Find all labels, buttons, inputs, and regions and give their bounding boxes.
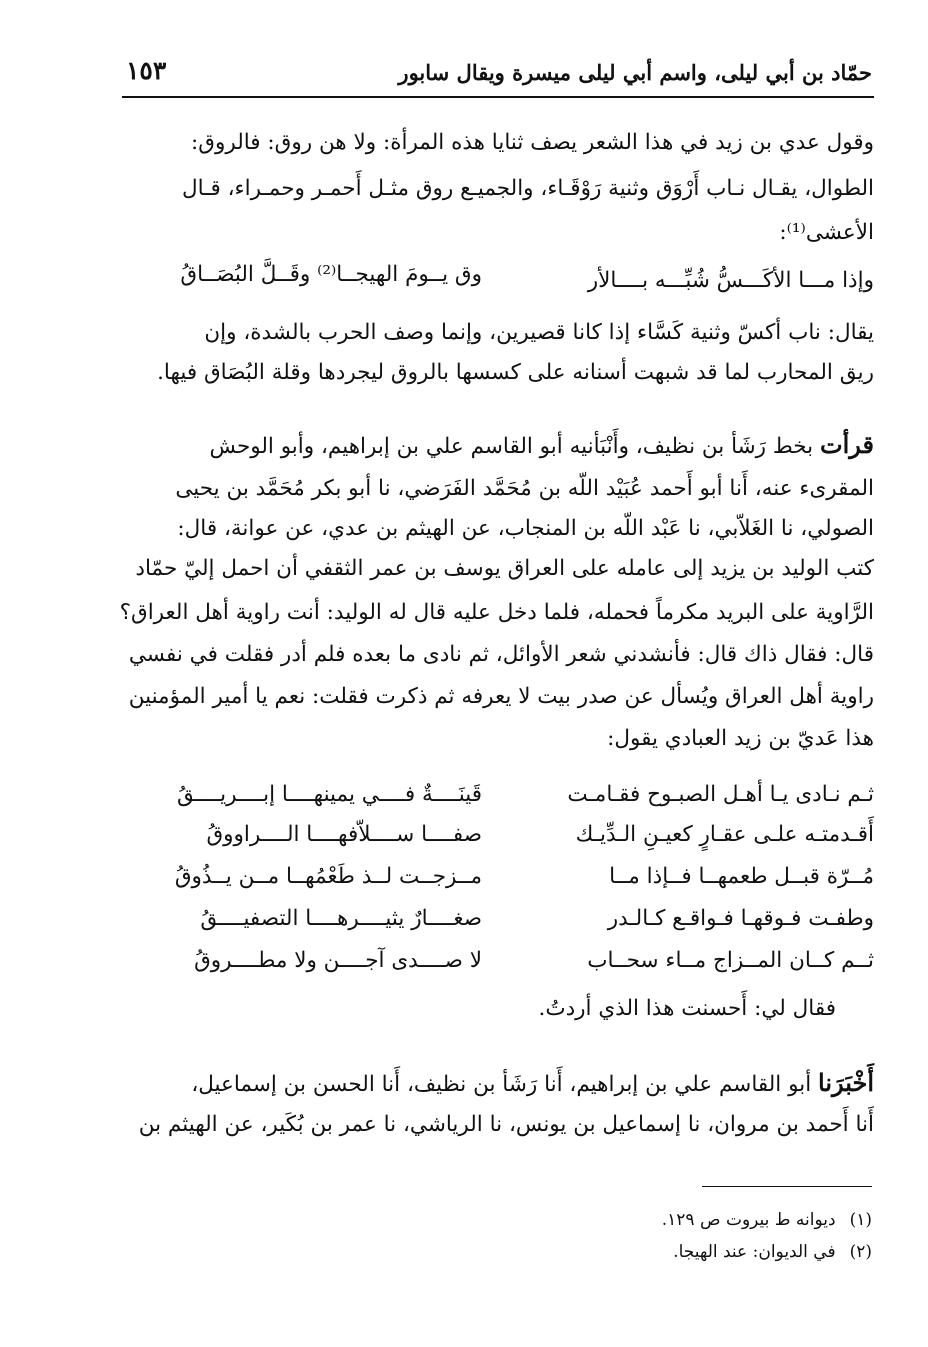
- paragraph-lead-word: أَخْبَرَنا: [818, 1068, 874, 1097]
- page-number: ١٥٣: [126, 56, 167, 85]
- footnote-number: (١): [849, 1210, 872, 1230]
- paragraph-line: وقول عدي بن زيد في هذا الشعر يصف ثنايا هذه المرأة: ولا هن روق: فالروق:: [191, 130, 874, 155]
- poem-second-hemistich: قَينَــــةٌ فــــي يمينهــــا إبــــريــــقُ: [176, 782, 482, 807]
- paragraph-line: [122, 430, 874, 459]
- footnote: [662, 1210, 872, 1230]
- poem-second-hemistich: صفــــا ســــلاّفهــــا الــــراووقُ: [206, 822, 482, 847]
- poem-first-hemistich: ثــم كــان المــزاج مــاء سحــاب: [587, 948, 874, 973]
- closing-line: فقال لي: أَحسنت هذا الذي أردتُ.: [538, 996, 836, 1021]
- footnote-text: في الديوان: عند الهيجا.: [673, 1242, 836, 1262]
- poem-second-hemistich: صغــــارٌ يثيــــرهــــا التصفيــــقُ: [200, 906, 482, 931]
- poem-first-hemistich: أَقـدمتـه علـى عقـارٍ كعيـنِ الـدِّيـك: [575, 822, 874, 847]
- paragraph-line: [122, 1068, 874, 1097]
- footnote: [673, 1242, 872, 1262]
- paragraph-line: الطوال، يقـال نـاب أَرْوَق وثنية رَوْقَـاء، والجميـع روق مثـل أَحمـر وحمـراء، قـال: [182, 176, 874, 201]
- verse-first-hemistich: وإذا مـــا الأكَـــسُّ شُبِّـــه بــــالأر: [587, 268, 874, 293]
- paragraph-line: ريق المحارب لما قد شبهت أسنانه على كسسها بالروق ليجردها وقلة البُصَاق فيها.: [157, 360, 874, 385]
- poem-second-hemistich: لا صــــدى آجــــن ولا مطــــروقُ: [194, 948, 482, 973]
- paragraph-line: الصولي، نا الغَلاّبي، نا عَبْد اللّه بن المنجاب، عن الهيثم بن عدي، عن عوانة، قال:: [177, 516, 874, 541]
- paragraph-text: أبو القاسم علي بن إبراهيم، أَنا رَشَأ بن نظيف، أَنا الحسن بن إسماعيل،: [191, 1072, 812, 1097]
- paragraph-line: كتب الوليد بن يزيد إلى عامله على العراق يوسف بن عمر الثقفي أن احمل إليّ حمّاد: [135, 556, 874, 581]
- paragraph-line: يقال: ناب أكسّ وثنية كَسَّاء إذا كانا قصيرين، وإنما وصف الحرب بالشدة، وإن: [204, 320, 874, 345]
- footnote-text: ديوانه ط بيروت ص ١٢٩.: [661, 1210, 836, 1230]
- footnote-number: (٢): [849, 1242, 872, 1262]
- paragraph-line: هذا عَديّ بن زيد العبادي يقول:: [607, 726, 874, 751]
- paragraph-line: راوية أهل العراق ويُسأل عن صدر بيت لا يعرفه ثم ذكرت فقلت: نعم يا أمير المؤمنين: [128, 684, 874, 709]
- poem-first-hemistich: وطفـت فـوقهـا فـواقـع كـالـدر: [607, 906, 874, 931]
- paragraph-line: قال: فقال ذاك قال: فأنشدني شعر الأوائل، ثم نادى ما بعده فلم أدر فقلت في نفسي: [128, 642, 874, 667]
- poem-first-hemistich: ثـم نـادى يـا أهـل الصبـوح فقـامـت: [567, 782, 874, 807]
- poem-second-hemistich: مــزجــت لــذ طَعْمُهــا مــن يــذُوقُ: [174, 864, 482, 889]
- paragraph-line: الرَّاوية على البريد مكرماً فحمله، فلما دخل عليه قال له الوليد: أنت راوية أهل العراق؟: [119, 600, 874, 625]
- paragraph-lead-word: قرأت: [820, 430, 874, 459]
- footnote-rule: [702, 1186, 872, 1187]
- poem-first-hemistich: مُــرّة قبــل طعمهــا فــإذا مــا: [609, 864, 874, 889]
- paragraph-line: الأعشى⁽¹⁾:: [779, 220, 874, 245]
- paragraph-text: بخط رَشَأ بن نظيف، وأَنْبَأنيه أبو القاسم علي بن إبراهيم، وأبو الوحش: [209, 434, 814, 459]
- page-header: [122, 56, 874, 98]
- paragraph-line: المقرىء عنه، أَنا أبو أَحمد عُبَيْد اللّه بن مُحَمَّد الفَرَضي، نا أبو بكر مُحَمَّد بن يحيى: [175, 476, 874, 501]
- running-title: حمّاد بن أبي ليلى، واسم أبي ليلى ميسرة ويقال سابور: [398, 60, 872, 85]
- paragraph-line: أَنا أَحمد بن مروان، نا إسماعيل بن يونس، نا الرياشي، نا عمر بن بُكَير، عن الهيثم بن: [138, 1112, 874, 1137]
- verse-second-hemistich: وق يــومَ الهيجــا⁽²⁾ وقَــلَّ البُصَــاقُ: [180, 262, 482, 287]
